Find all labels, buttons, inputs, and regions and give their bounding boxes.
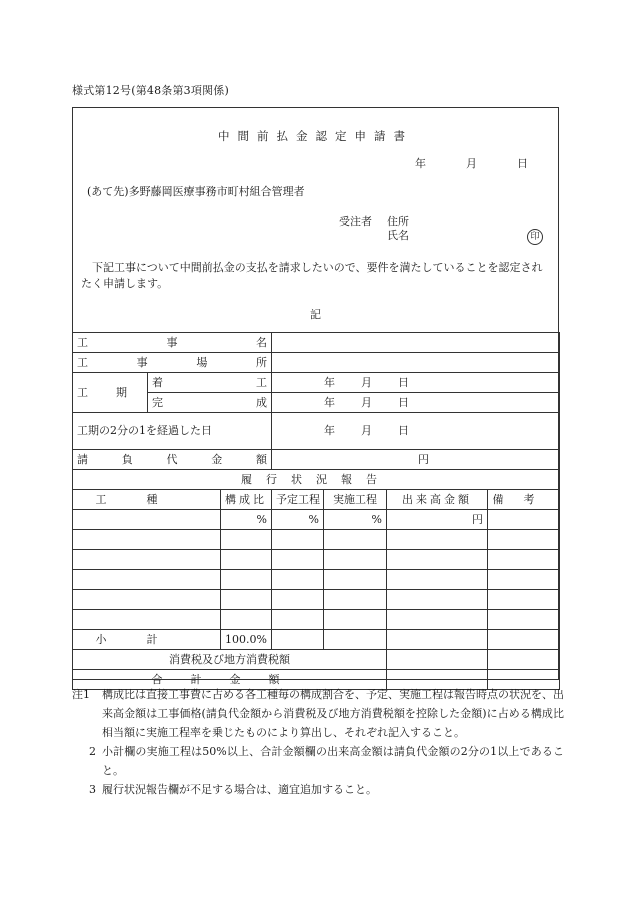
subtotal-planned[interactable] <box>272 630 324 650</box>
row-half-elapsed <box>73 413 560 450</box>
form-number: 様式第12号(第48条第3項関係) <box>72 84 229 97</box>
ratio-cell[interactable] <box>221 610 272 630</box>
remarks-cell[interactable] <box>488 550 560 570</box>
planned-cell[interactable] <box>272 550 324 570</box>
actual-cell[interactable] <box>324 550 387 570</box>
date-month-label: 月 <box>466 157 477 170</box>
contract-amount-yen: 円 <box>418 452 429 466</box>
output-amount-cell[interactable]: 円 <box>387 510 488 530</box>
actual-cell[interactable]: % <box>324 510 387 530</box>
work-type-cell[interactable] <box>73 530 221 550</box>
output-amount-cell[interactable] <box>387 610 488 630</box>
output-amount-cell[interactable] <box>387 530 488 550</box>
row-construction-site <box>73 353 560 373</box>
contractor-block <box>339 215 409 243</box>
planned-cell[interactable] <box>272 610 324 630</box>
col-header-actual: 実施工程 <box>324 490 387 510</box>
note-mark: 3 <box>89 783 96 796</box>
work-type-cell[interactable] <box>73 510 221 530</box>
note-2 <box>72 742 564 780</box>
subtotal-label: 小計 <box>73 630 221 650</box>
planned-cell[interactable] <box>272 530 324 550</box>
actual-cell[interactable] <box>324 590 387 610</box>
contract-amount-label: 請負代金額 <box>73 450 272 470</box>
ratio-cell[interactable]: % <box>221 510 272 530</box>
completion-date-field[interactable] <box>272 393 560 413</box>
planned-cell[interactable] <box>272 570 324 590</box>
note-1 <box>72 685 564 742</box>
work-type-cell[interactable] <box>73 550 221 570</box>
remarks-cell[interactable] <box>488 530 560 550</box>
start-label: 着工 <box>148 373 272 393</box>
performance-report-header: 履行状況報告 <box>73 470 560 490</box>
table-row <box>73 590 560 610</box>
half-elapsed-date-field[interactable] <box>272 413 560 450</box>
construction-site-field[interactable] <box>272 353 560 373</box>
output-amount-cell[interactable] <box>387 590 488 610</box>
row-column-headers <box>73 490 560 510</box>
note-3 <box>72 780 564 799</box>
form-grid <box>72 332 560 690</box>
table-row <box>73 510 560 530</box>
actual-cell[interactable] <box>324 530 387 550</box>
remarks-cell[interactable] <box>488 570 560 590</box>
start-day: 日 <box>398 375 409 389</box>
completion-year: 年 <box>324 395 335 409</box>
actual-cell[interactable] <box>324 570 387 590</box>
note-text: 構成比は直接工事費に占める各工種毎の構成割合を、予定、実施工程は報告時点の状況を、出来高金額は工事価格(請負代金額から消費税及び地方消費税額を控除した金額)に占める構成比相当額に実施工程率を乗じたものにより算出し、それぞれ記入すること。 <box>102 688 564 739</box>
subtotal-remarks[interactable] <box>488 630 560 650</box>
contract-amount-field[interactable] <box>272 450 560 470</box>
note-mark: 注1 <box>72 688 90 701</box>
contractor-label: 受注者 <box>339 215 372 228</box>
subtotal-actual[interactable] <box>324 630 387 650</box>
col-header-output-amount: 出来高金額 <box>387 490 488 510</box>
output-amount-cell[interactable] <box>387 550 488 570</box>
remarks-cell[interactable] <box>488 610 560 630</box>
construction-name-label: 工事名 <box>73 333 272 353</box>
addressee: (あて先)多野藤岡医療事務市町村組合管理者 <box>87 185 305 198</box>
col-header-remarks: 備考 <box>488 490 560 510</box>
seal-mark: 印 <box>527 229 543 245</box>
output-amount-cell[interactable] <box>387 570 488 590</box>
row-contract-amount <box>73 450 560 470</box>
total-label: 合計金額 <box>73 670 387 690</box>
subtotal-output-amount[interactable] <box>387 630 488 650</box>
address-label: 住所 <box>387 215 409 228</box>
tax-remarks[interactable] <box>488 650 560 670</box>
table-row <box>73 610 560 630</box>
ratio-cell[interactable] <box>221 590 272 610</box>
construction-name-field[interactable] <box>272 333 560 353</box>
remarks-cell[interactable] <box>488 510 560 530</box>
actual-cell[interactable] <box>324 610 387 630</box>
completion-month: 月 <box>361 395 372 409</box>
note-mark: 2 <box>89 745 96 758</box>
date-day-label: 日 <box>517 157 528 170</box>
half-elapsed-label: 工期の2分の1を経過した日 <box>73 413 272 450</box>
construction-site-label: 工事場所 <box>73 353 272 373</box>
request-statement: 下記工事について中間前払金の支払を請求したいので、要件を満たしていることを認定されたく申請します。 <box>81 261 543 290</box>
half-elapsed-month: 月 <box>361 424 372 437</box>
col-header-ratio: 構成比 <box>221 490 272 510</box>
work-type-cell[interactable] <box>73 570 221 590</box>
ratio-cell[interactable] <box>221 530 272 550</box>
row-construction-name <box>73 333 560 353</box>
form-title: 中間前払金認定申請書 <box>218 129 413 143</box>
application-date[interactable] <box>415 155 528 171</box>
date-year-label: 年 <box>415 157 426 170</box>
tax-label: 消費税及び地方消費税額 <box>73 650 387 670</box>
planned-cell[interactable]: % <box>272 510 324 530</box>
row-subtotal <box>73 630 560 650</box>
note-text: 小計欄の実施工程は50%以上、合計金額欄の出来高金額は請負代金額の2分の1以上であること。 <box>102 745 564 777</box>
table-row <box>73 570 560 590</box>
planned-cell[interactable] <box>272 590 324 610</box>
start-date-field[interactable] <box>272 373 560 393</box>
col-header-work-type: 工種 <box>73 490 221 510</box>
table-row <box>73 550 560 570</box>
row-tax <box>73 650 560 670</box>
half-elapsed-year: 年 <box>324 424 335 437</box>
notes <box>72 685 564 799</box>
remarks-cell[interactable] <box>488 590 560 610</box>
row-period-start <box>73 373 560 393</box>
start-month: 月 <box>361 375 372 389</box>
work-type-cell[interactable] <box>73 590 221 610</box>
row-performance-header <box>73 470 560 490</box>
work-type-cell[interactable] <box>73 610 221 630</box>
ratio-cell[interactable] <box>221 550 272 570</box>
table-row <box>73 530 560 550</box>
name-label: 氏名 <box>387 229 409 242</box>
application-form <box>72 107 559 686</box>
ki-heading: 記 <box>310 308 321 321</box>
half-elapsed-day: 日 <box>398 424 409 437</box>
completion-day: 日 <box>398 395 409 409</box>
subtotal-ratio: 100.0% <box>221 630 272 650</box>
completion-label: 完成 <box>148 393 272 413</box>
period-label: 工期 <box>73 373 148 413</box>
ratio-cell[interactable] <box>221 570 272 590</box>
tax-amount[interactable] <box>387 650 488 670</box>
start-year: 年 <box>324 375 335 389</box>
note-text: 履行状況報告欄が不足する場合は、適宜追加すること。 <box>102 783 377 796</box>
col-header-planned: 予定工程 <box>272 490 324 510</box>
